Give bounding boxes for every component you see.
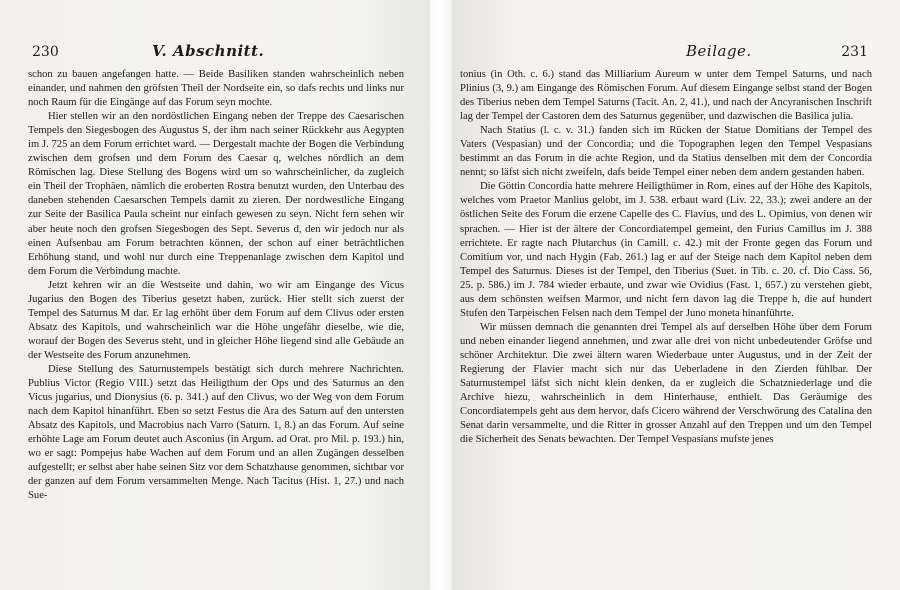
right-page-number: 231: [841, 44, 868, 60]
left-running-head: V. Abschnitt.: [152, 42, 265, 60]
book-gutter: [430, 0, 452, 590]
right-paragraph-1: tonius (in Oth. c. 6.) stand das Milliarium Aureum w unter dem Tempel Saturns, und nach Plinius (3, 9.) am Eingange des Römischen Forum. Auf diesem Eingange selbst stand der Bogen des Tiberius neben dem Tempel Saturns (Tacit. An. 2, 41.), und nach der Ancyranischen Inschrift lag der Tempel der Castoren dem des Saturnus gegenüber, und dazwischen die Basilica julia.: [460, 69, 872, 123]
right-page-header: [468, 44, 868, 64]
right-running-head: Beilage.: [686, 42, 752, 60]
left-page-number: 230: [32, 44, 59, 60]
left-paragraph-3: Jetzt kehren wir an die Westseite und dahin, wo wir am Eingange des Vicus Jugarius den Bogen des Tiberius gesetzt haben, zurück. Hier stellt sich zuerst der Tempel des Saturnus M dar. Er lag erhöht über dem Forum auf dem Clivus oder ersten Absatz des Kapitols, und wahrscheinlich war die Höhe ungefähr dieselbe, wie die, worauf der Bogen des Severus steht, und in gleicher Höhe liegend sind alle Gebäude an der Westseite des Forum anzunehmen.: [28, 279, 404, 361]
left-page: [0, 0, 430, 590]
right-page-body: [460, 68, 872, 447]
left-paragraph-2: Hier stellen wir an den nordöstlichen Eingang neben der Treppe des Caesarischen Tempels den Siegesbogen des Augustus S, der ihm nach seiner Rückkehr aus Aegypten im J. 725 an dem Forum errichtet ward. — Dergestalt machte der Bogen die Verbindung zwischen dem grofsen und dem Forum des Caesar q, welches nördlich an dem Römischen lag. Diese Stellung des Bogens wird um so wahrscheinlicher, da zugleich ein Theil der Trophäen, nämlich die eroberten Rostra benutzt wurden, den Unterbau des daneben stehenden Caesarschen Tempels damit zu zieren. Der nordwestliche Eingang zur Seite der Basilica Paula scheint nur einfach gewesen zu seyn. Nicht fern sehen wir aber heute noch den grofsen Siegesbogen des Sept. Severus d, den wir jedoch nur als einen Aufsenbau am Forum betrachten können, der schon auf einer beträchtlichen Erhöhung stand, und wohl nur durch eine Treppenanlage zwischen dem Kapitol und dem Forum die Verbindung machte.: [28, 111, 404, 277]
right-paragraph-4: Wir müssen demnach die genannten drei Tempel als auf derselben Höhe über dem Forum und neben einander liegend annehmen, und zwar alle drei von nicht unbedeutender Gröfse und schöner Architektur. Die zwei ältern waren Wiederbaue unter Augustus, und in der Zeit der Regierung der Flavier macht sich nur das Ueberladene in den Zierden fühlbar. Der Saturnustempel läfst sich nicht klein denken, da er zugleich die Schatzniederlage und die Archive hiezu, wahrscheinlich in dem Hinterhause, enthielt. Das Geräumige des Concordiatempels geht aus dem hervor, dafs Cicero während der Verschwörung des Catalina den Senat darin versammelte, und die Ritter in grosser Anzahl auf den Treppen und um den Tempel die Sicherheit des Senats bewachten. Der Tempel Vespasians mufste jenes: [460, 321, 872, 446]
left-paragraph-4: Diese Stellung des Saturnustempels bestätigt sich durch mehrere Nachrichten. Publius Victor (Regio VIII.) setzt das Heiligthum der Ops und des Saturnus an den Vicus jugarius, und Dionysius (6. p. 341.) auf den Clivus, wo der Weg von dem Forum nach dem Kapitol hinanführt. Eben so setzt Festus die Ara des Saturn auf den untersten Absatz des Kapitols, und Macrobius nach Varro (Saturn. 1, 8.) an das Forum. Auf seine erhöhte Lage am Forum deutet auch Asconius (in Argum. ad Orat. pro Mil. p. 193.) hin, wo er sagt: Pompejus habe Wachen auf dem Forum und an allen Zugängen desselben aufgestellt; er selbst aber habe seinen Sitz vor dem Schatzhause genommen, sichtbar vor der ganzen auf dem Forum versammelten Menge. Nach Tacitus (Hist. 1, 27.) und nach Sue-: [28, 363, 404, 502]
left-page-header: [32, 44, 402, 64]
left-page-body: [28, 68, 404, 503]
left-paragraph-1: schon zu bauen angefangen hatte. — Beide Basiliken standen wahrscheinlich neben einander, und nahmen den gröfsten Theil der Nordseite ein, so dafs rechts und links nur noch Raum für die Eingänge auf das Forum seyn mochte.: [28, 69, 404, 109]
right-paragraph-2: Nach Statius (l. c. v. 31.) fanden sich im Rücken der Statue Domitians der Tempel des Vaters (Vespasian) und der Concordia; und die Topographen legen den Tempel Vespasians bestimmt an das Forum in die achte Region, und da Statius denselben mit dem der Concordia nennt; so läfst sich nicht zweifeln, dafs beide Tempel einer neben dem andern gestanden haben.: [460, 125, 872, 179]
right-paragraph-3: Die Göttin Concordia hatte mehrere Heiligthümer in Rom, eines auf der Höhe des Kapitols, welches vom Praetor Manlius gelobt, im J. 538. erbaut ward (Liv. 22, 33.); zwei andere an der östlichen Seite des Forum die erzene Capelle des C. Flavius, und des L. Opimius, von denen wir sprachen. — Hier ist der ältere der Concordiatempel gemeint, den Furius Camillus im J. 388 errichtete. Er ragte nach Plutarchus (in Camill. c. 42.) mit der Fronte gegen das Forum und Comitium vor, und nach Hygin (Fab. 261.) lag er auf der Steige nach dem Kapitol neben dem Tempel des Saturnus. Dieses ist der Tempel, den Tiberius (Suet. in Tib. c. 20. cf. Dio Cass. 56, 25. p. 586.) im J. 784 wieder erbaute, und zwar wie Ovidius (Fast. 1, 657.) zu verstehen giebt, aus dem schönsten weifsen Marmor, und nicht fern davon lag die Treppe h, die auf hundert Stufen den Tarpeischen Felsen nach dem Tempel der Juno moneta hinanführte.: [460, 181, 872, 319]
right-page: [452, 0, 900, 590]
